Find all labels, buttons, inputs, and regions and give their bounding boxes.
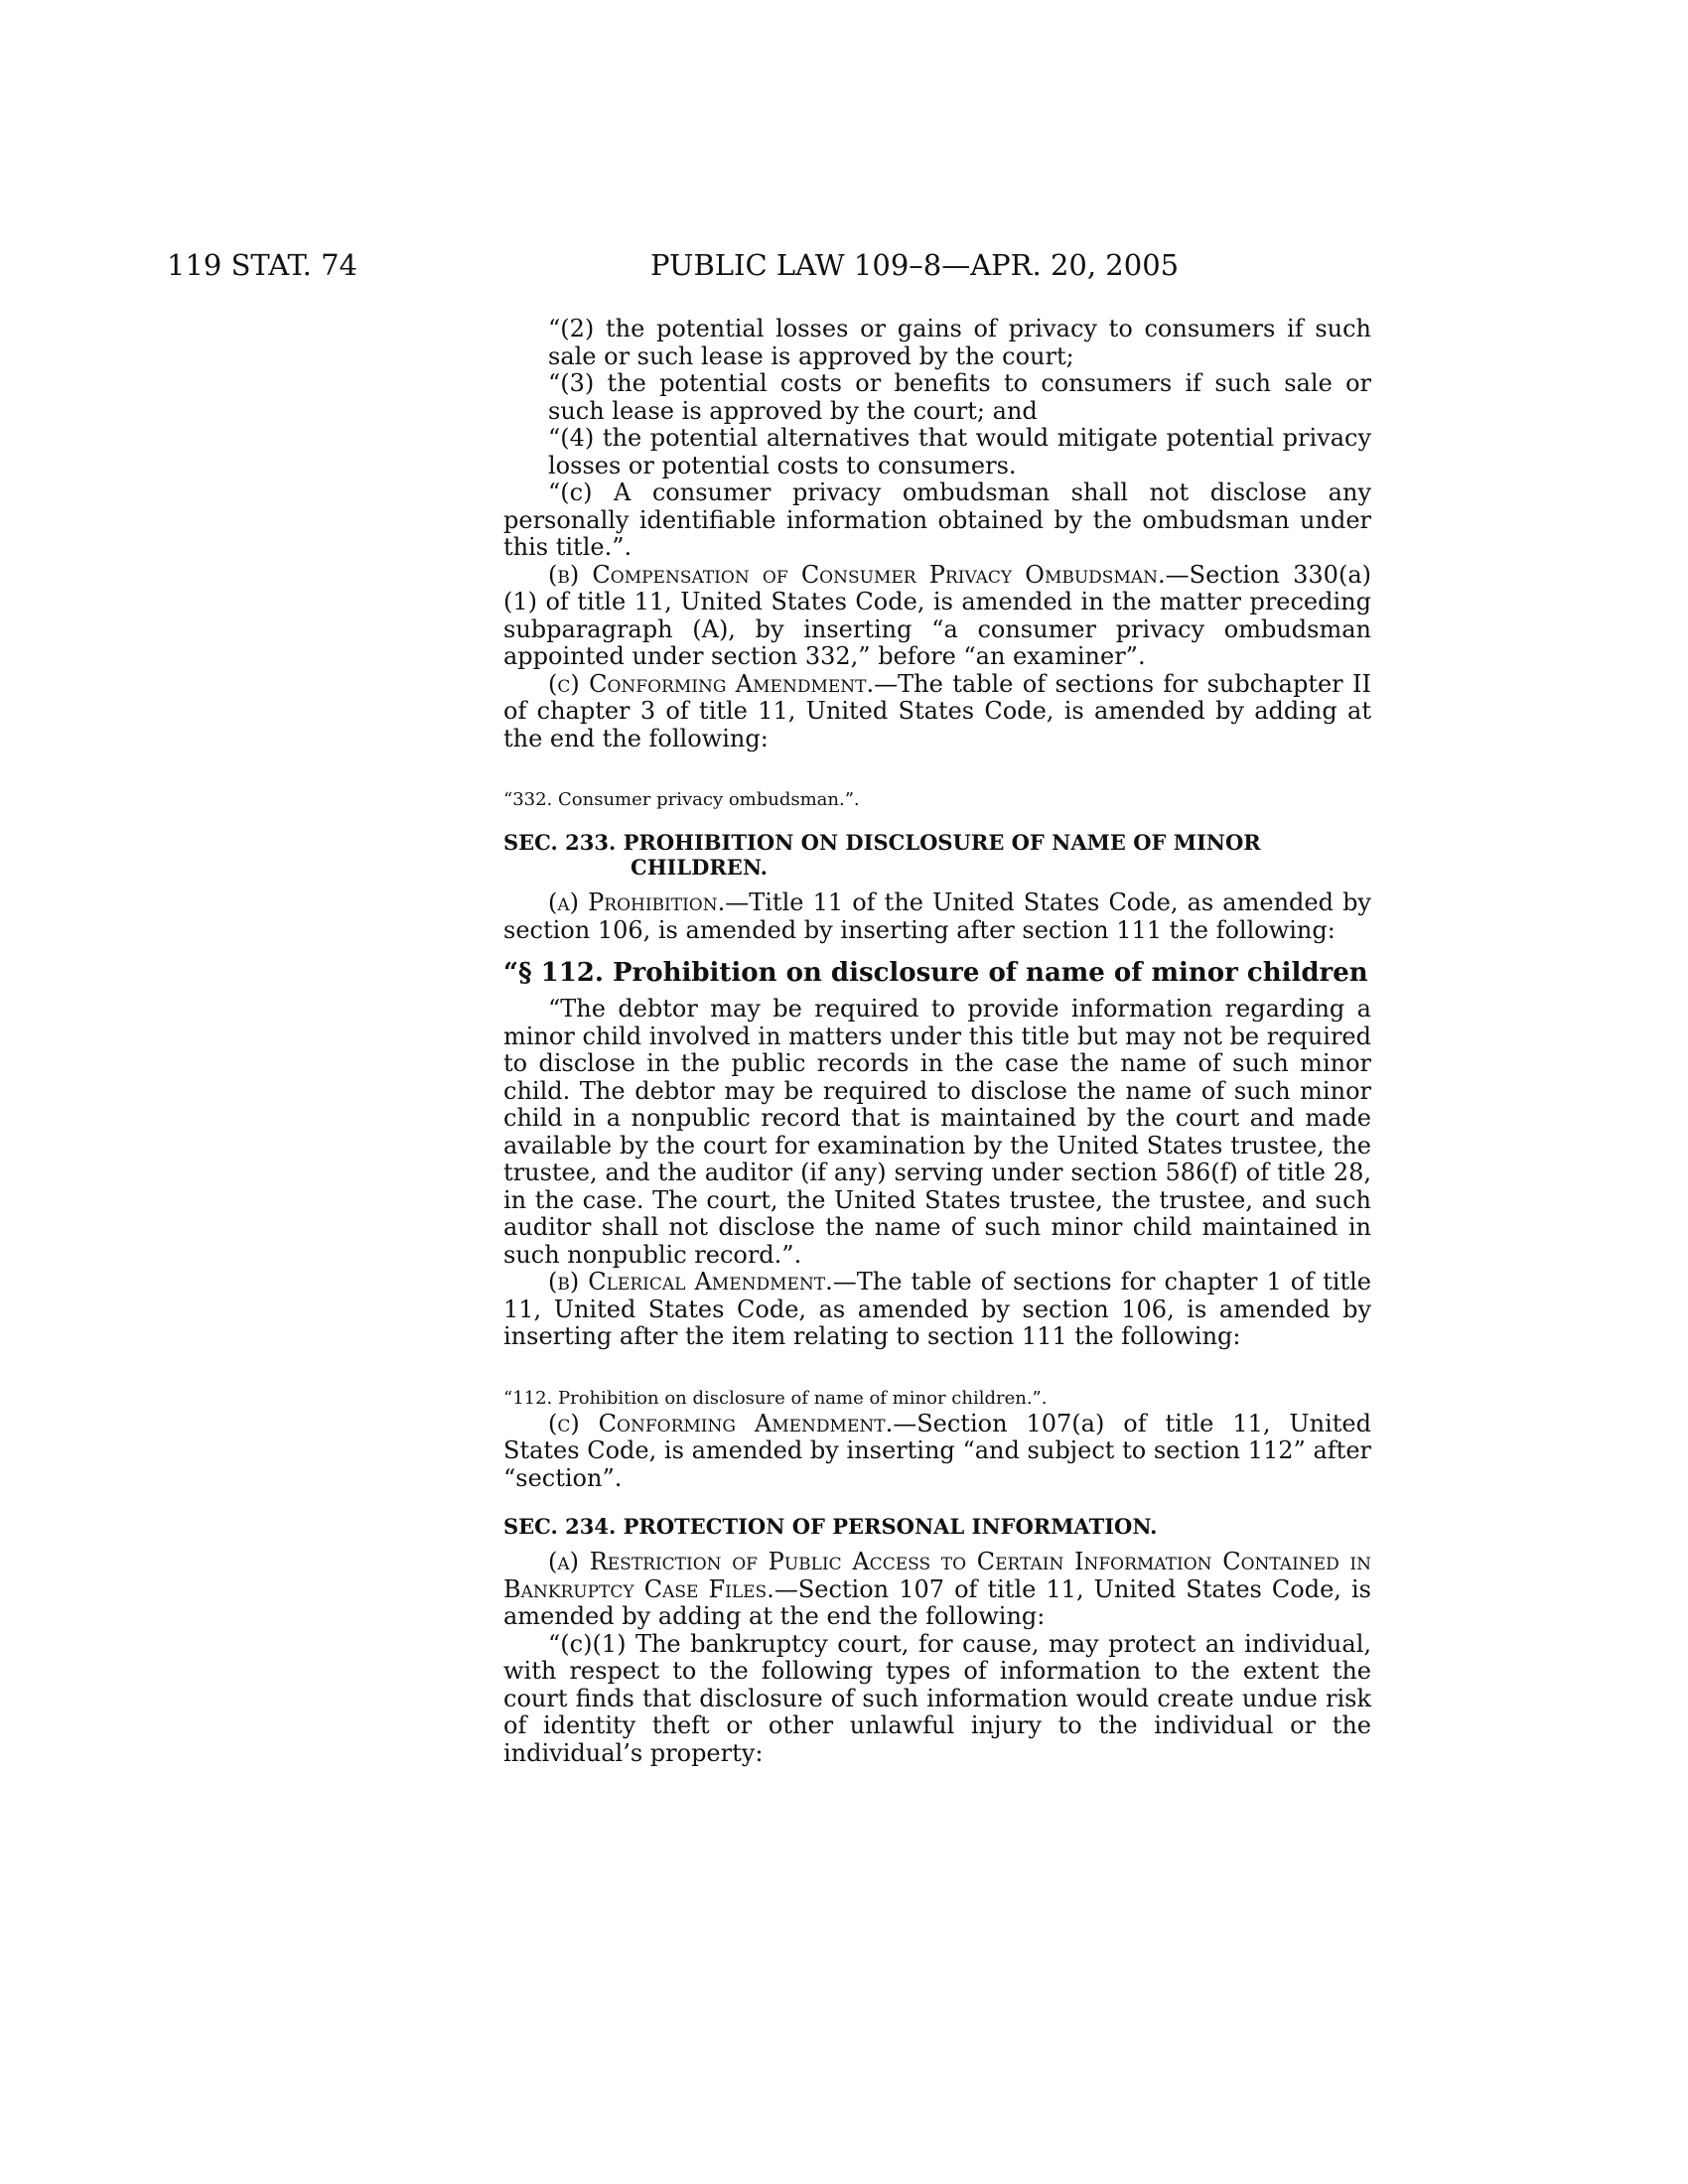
paragraph-c1: “(c)(1) The bankruptcy court, for cause, may protect an individual, with respect to the following types of information to the extent the court finds that disclosure of such information would create undue risk of identity theft or other unlawful injury to the individual or the individual’s property: [503, 1629, 1371, 1767]
conforming-amendment-2-paragraph [503, 1411, 1371, 1493]
conforming-amendment-text: —The table of sections for subchapter II of chapter 3 of title 11, United States Code, is amended by adding at the end the following: [503, 669, 1371, 752]
toc-item-332: “332. Consumer privacy ombudsman.”. [503, 789, 860, 810]
conforming-amendment-paragraph [503, 671, 1371, 753]
compensation-text: —Section 330(a)(1) of title 11, United States Code, is amended in the matter preceding subparagraph (A), by inserting “a consumer privacy ombudsman appointed under section 332,” before “an examiner”. [503, 560, 1371, 670]
paragraph-3: “(3) the potential costs or benefits to consumers if such sale or such lease is approved by the court; and [548, 369, 1371, 425]
compensation-heading: (b) Compensation of Consumer Privacy Ombudsman. [548, 560, 1166, 589]
clerical-amendment-text: —The table of sections for chapter 1 of title 11, United States Code, as amended by section 106, is amended by inserting after the item relating to section 111 the following: [503, 1268, 1371, 1350]
conforming-amendment-heading: (c) Conforming Amendment. [548, 669, 875, 698]
clerical-amendment-paragraph [503, 1269, 1371, 1351]
prohibition-text: —Title 11 of the United States Code, as amended by section 106, is amended by inserting after section 111 the following: [503, 888, 1371, 944]
toc-item-112: “112. Prohibition on disclosure of name of minor children.”. [503, 1387, 1048, 1409]
section-112-text: “The debtor may be required to provide information regarding a minor child involved in matters under this title but may not be required to disclose in the public records in the case the name of such minor child. The debtor may be required to disclose the name of such minor child in a nonpublic record that is maintained by the court and made available by the court for examination by the United States trustee, the trustee, and the auditor (if any) serving under section 586(f) of title 28, in the case. The court, the United States trustee, the trustee, and such auditor shall not disclose the name of such minor child maintained in such nonpublic record.”. [503, 995, 1371, 1269]
compensation-paragraph [503, 562, 1371, 671]
prohibition-paragraph [503, 889, 1371, 944]
paragraph-c: “(c) A consumer privacy ombudsman shall not disclose any personally identifiable information obtained by the ombudsman under this title.”. [503, 478, 1371, 561]
prohibition-heading: (a) Prohibition. [548, 888, 726, 916]
restriction-paragraph [503, 1549, 1371, 1631]
restriction-heading: (a) Restriction of Public Access to Certain Information Contained in Bankruptcy Case Files. [503, 1548, 1371, 1603]
conforming-amendment-2-text: —Section 107(a) of title 11, United States Code, is amended by inserting “and subject to section 112” after “section”. [503, 1409, 1371, 1492]
clerical-amendment-heading: (b) Clerical Amendment. [548, 1268, 833, 1296]
restriction-text: —Section 107 of title 11, United States Code, is amended by adding at the end the following: [503, 1574, 1371, 1630]
document-body [503, 316, 1371, 1767]
page-header [0, 248, 1688, 288]
public-law-title: PUBLIC LAW 109–8—APR. 20, 2005 [650, 248, 1180, 282]
statute-page-number: 119 STAT. 74 [167, 248, 357, 282]
section-112-heading: “§ 112. Prohibition on disclosure of name of minor children [503, 958, 1368, 988]
section-234-heading: SEC. 234. PROTECTION OF PERSONAL INFORMATION. [503, 1514, 1158, 1539]
section-233-heading: SEC. 233. PROHIBITION ON DISCLOSURE OF NAME OF MINOR CHILDREN. [503, 830, 1261, 880]
paragraph-4: “(4) the potential alternatives that would mitigate potential privacy losses or potential costs to consumers. [548, 424, 1371, 479]
conforming-amendment-2-heading: (c) Conforming Amendment. [548, 1409, 894, 1437]
paragraph-2: “(2) the potential losses or gains of privacy to consumers if such sale or such lease is approved by the court; [548, 315, 1371, 370]
